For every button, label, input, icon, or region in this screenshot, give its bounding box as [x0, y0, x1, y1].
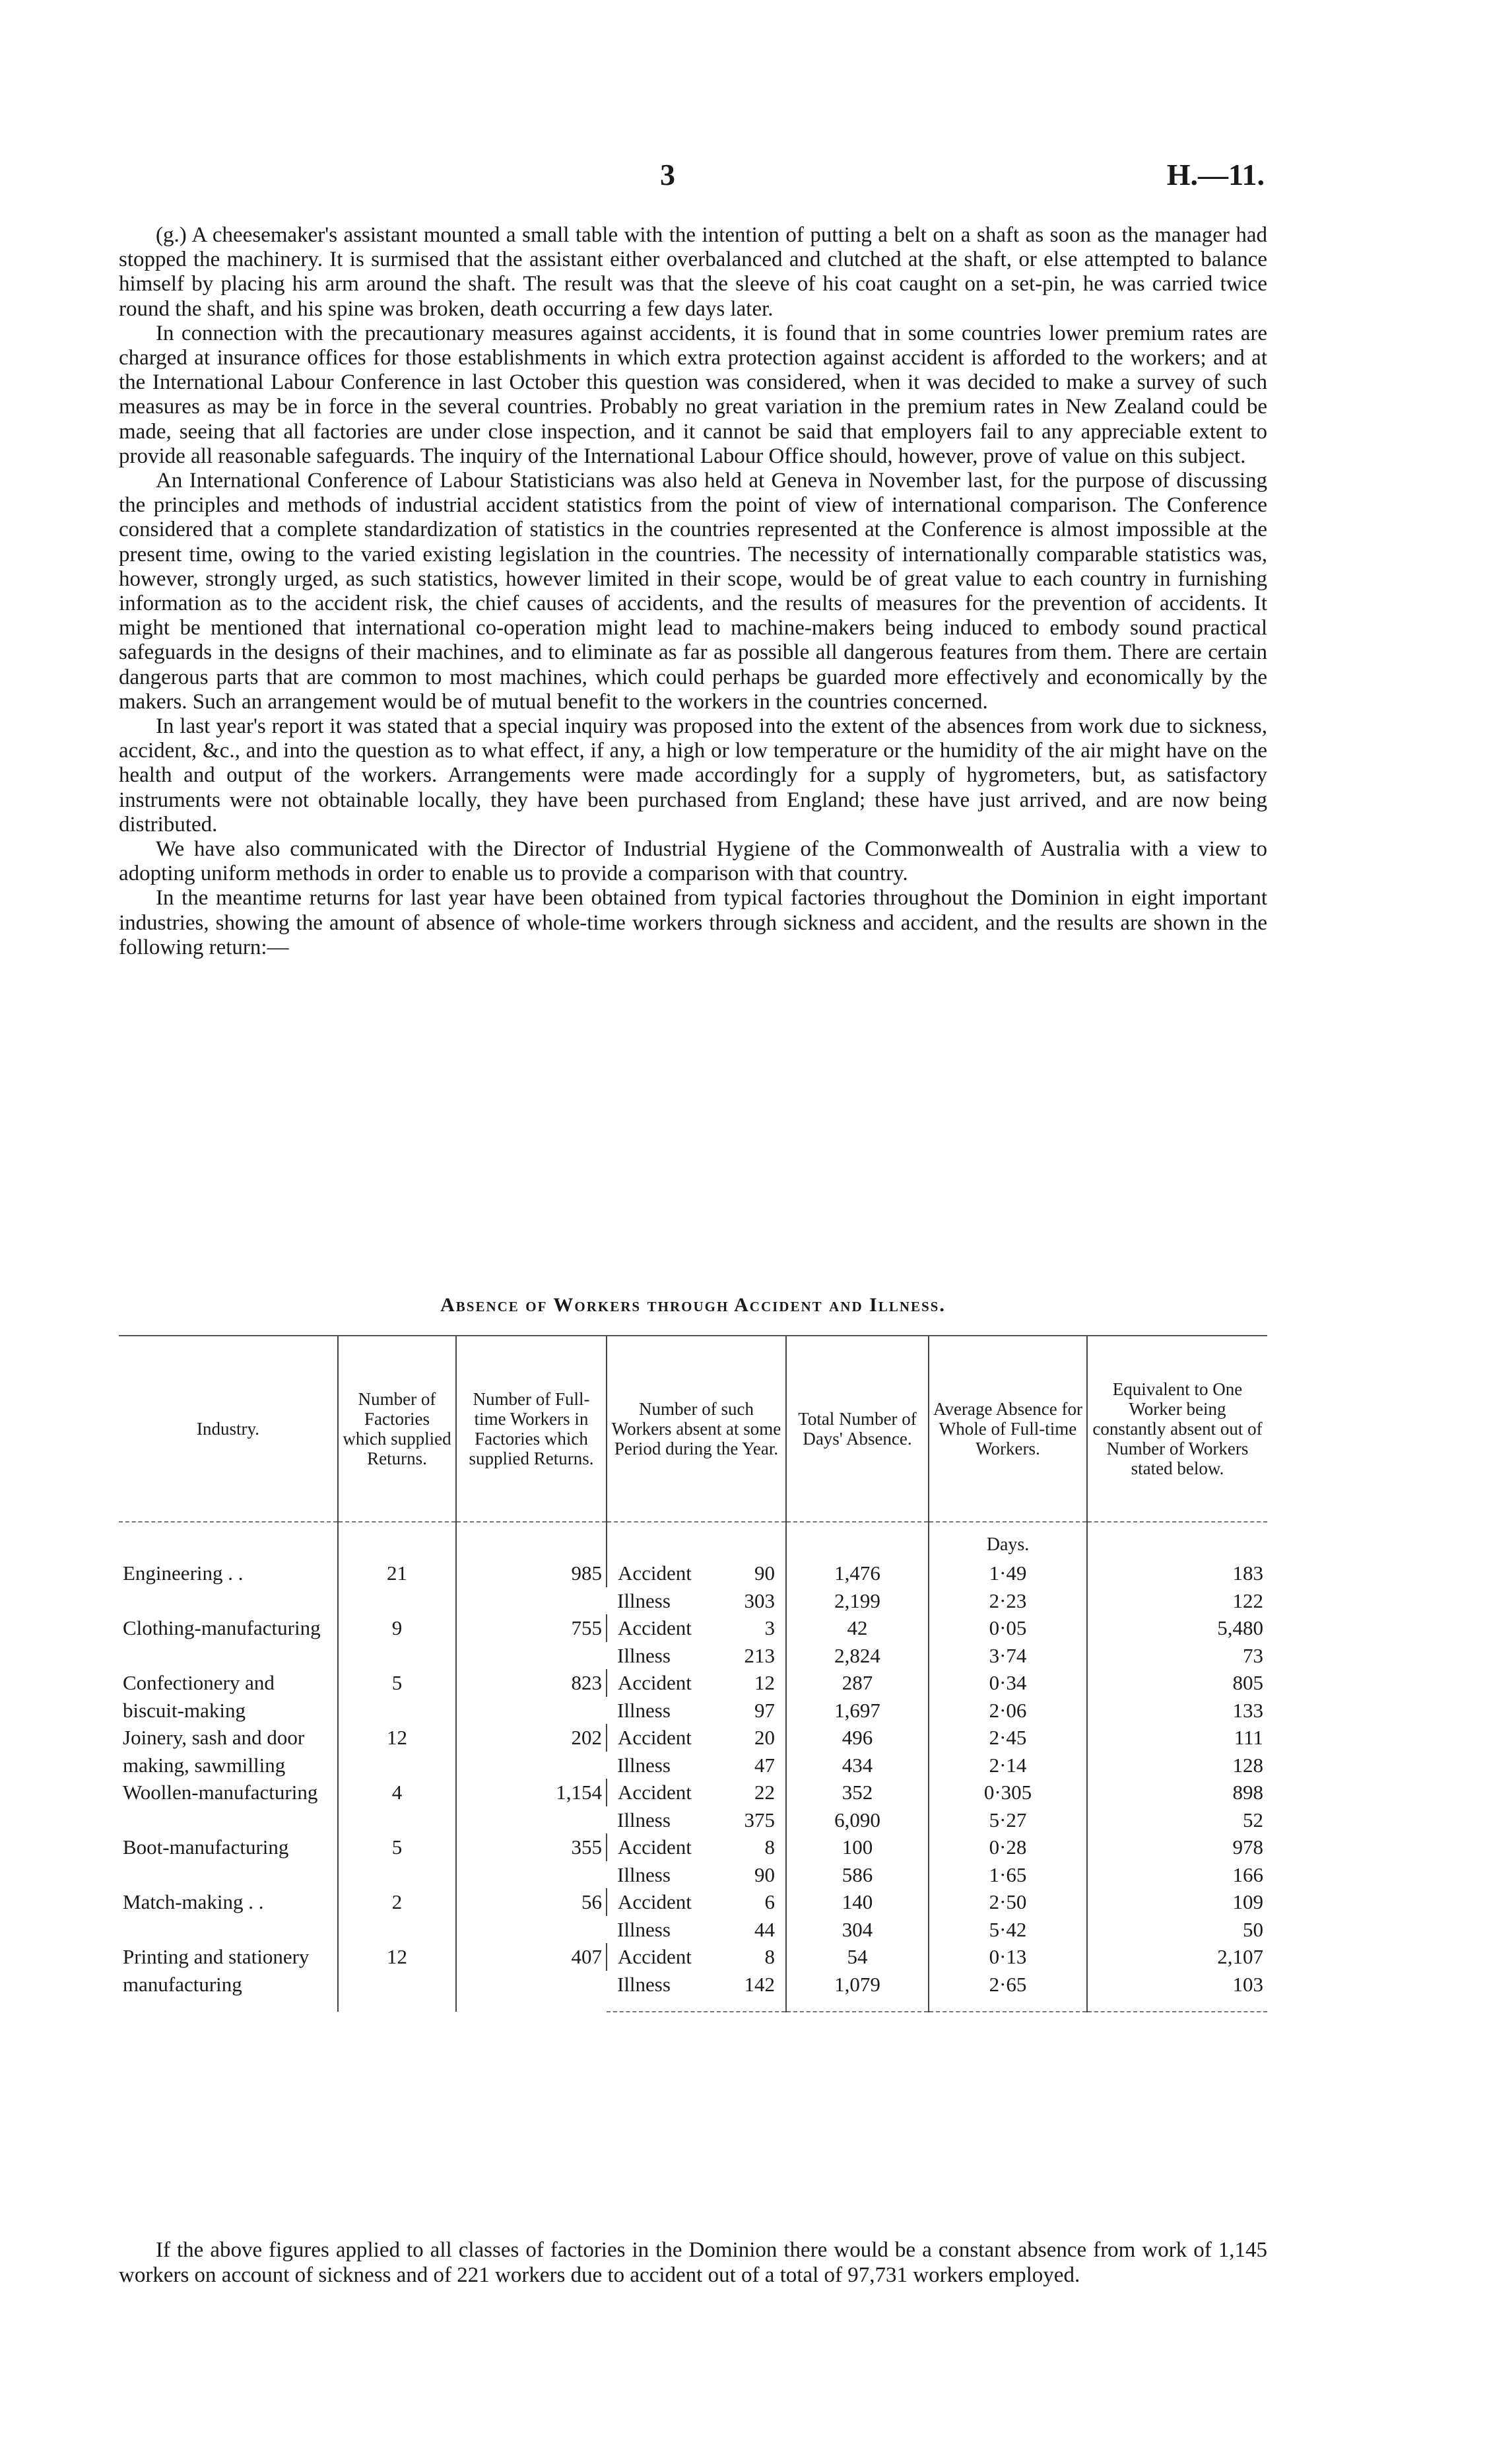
table-row [119, 1943, 1267, 1971]
accident-days: 287 [786, 1669, 929, 1697]
illness-absent-cell [607, 1587, 786, 1615]
illness-average: 5·42 [929, 1916, 1087, 1944]
illness-equivalent: 103 [1087, 1971, 1267, 2012]
illness-count: 303 [744, 1589, 775, 1612]
accident-label: Accident [618, 1561, 692, 1585]
table-row [119, 1669, 1267, 1697]
paragraph-labour-statisticians: An International Conference of Labour Statisticians was also held at Geneva in November last, for the purpose of discussing the principles and methods of industrial accident statistics from the point of view of international comparison. The Conference considered that a complete standardization of statistics in the countries represented at the Conference is almost impossible at the present time, owing to the varied existing legislation in the countries. The necessity of internationally comparable statistics was, however, strongly urged, as such statistics, however limited in their scope, would be of great value to each country in furnishing information as to the accident risk, the chief causes of accidents, and the results of measures for the prevention of accidents. It might be mentioned that international co-operation might lead to machine-makers being induced to embody sound practical safeguards in the designs of their machines, and to eliminate as far as possible all dangerous features from them. There are certain dangerous parts that are common to most machines, which could perhaps be guarded more effectively and economically by the makers. Such an arrangement would be of mutual benefit to the workers in the countries concerned. [119, 469, 1267, 714]
accident-count: 8 [764, 1945, 775, 1968]
illness-label: Illness [617, 1972, 671, 1996]
illness-count: 142 [744, 1972, 775, 1996]
accident-absent-cell [607, 1559, 786, 1587]
factories-count: 12 [338, 1943, 456, 2012]
illness-label: Illness [617, 1917, 671, 1941]
accident-label: Accident [618, 1616, 692, 1639]
illness-days: 434 [786, 1752, 929, 1779]
industry-name: Woollen-manufacturing [123, 1781, 318, 1804]
illness-count: 47 [754, 1753, 775, 1777]
header-industry: Industry. [119, 1336, 338, 1522]
illness-days: 1,079 [786, 1971, 929, 2012]
illness-label: Illness [617, 1863, 671, 1886]
header-equivalent: Equivalent to One Worker being constantly absent out of Number of Workers stated below. [1087, 1336, 1267, 1522]
accident-days: 140 [786, 1888, 929, 1916]
absence-table [119, 1335, 1267, 2012]
industry-name: Engineering . . [123, 1561, 244, 1585]
accident-count: 8 [764, 1835, 775, 1859]
absence-table-container [119, 1335, 1267, 2012]
accident-equivalent: 978 [1087, 1833, 1267, 1861]
paragraph-returns-intro: In the meantime returns for last year have been obtained from typical factories throughout the Dominion in eight important industries, showing the amount of absence of whole-time workers through sickness and accident, and the results are shown in the following return:— [119, 886, 1267, 959]
illness-average: 3·74 [929, 1642, 1087, 1670]
industry-name: Match-making . . [123, 1890, 264, 1913]
industry-name: Boot-manufacturing [123, 1835, 289, 1859]
header-workers-absent: Number of such Workers absent at some Period during the Year. [607, 1336, 786, 1522]
factories-count: 21 [338, 1559, 456, 1614]
page-number: 3 [660, 158, 675, 191]
illness-equivalent: 128 [1087, 1752, 1267, 1779]
workers-count: 755 [456, 1614, 607, 1669]
illness-average: 5·27 [929, 1806, 1087, 1834]
accident-label: Accident [618, 1671, 692, 1694]
factories-count: 5 [338, 1833, 456, 1888]
accident-equivalent: 2,107 [1087, 1943, 1267, 1971]
factories-count: 9 [338, 1614, 456, 1669]
accident-days: 496 [786, 1724, 929, 1752]
illness-days: 2,199 [786, 1587, 929, 1615]
table-body [119, 1522, 1267, 2012]
accident-average: 0·305 [929, 1779, 1087, 1806]
accident-label: Accident [618, 1890, 692, 1913]
factories-count: 5 [338, 1669, 456, 1724]
illness-label: Illness [617, 1808, 671, 1831]
accident-equivalent: 898 [1087, 1779, 1267, 1806]
illness-absent-cell [607, 1806, 786, 1834]
accident-days: 100 [786, 1833, 929, 1861]
accident-equivalent: 183 [1087, 1559, 1267, 1587]
workers-count: 56 [456, 1888, 607, 1943]
table-header-row [119, 1336, 1267, 1522]
paragraph-cheesemaker-accident: (g.) A cheesemaker's assistant mounted a small table with the intention of putting a belt on a shaft as soon as the manager had stopped the machinery. It is surmised that the assistant either overbalanced and clutched at the shaft, or else attempted to balance himself by placing his arm around the shaft. The result was that the sleeve of his coat caught on a set-pin, he was carried twice round the shaft, and his spine was broken, death occurring a few days later. [119, 223, 1267, 321]
table-caption: Absence of Workers through Accident and Illness. [440, 1294, 946, 1316]
table-row [119, 1724, 1267, 1752]
header-total-days: Total Number of Days' Absence. [786, 1336, 929, 1522]
illness-average: 1·65 [929, 1861, 1087, 1889]
table-row [119, 1614, 1267, 1642]
illness-label: Illness [617, 1589, 671, 1612]
factories-count: 12 [338, 1724, 456, 1779]
illness-absent-cell [607, 1971, 786, 2012]
illness-equivalent: 133 [1087, 1697, 1267, 1725]
accident-equivalent: 5,480 [1087, 1614, 1267, 1642]
workers-count: 355 [456, 1833, 607, 1888]
illness-days: 2,824 [786, 1642, 929, 1670]
illness-days: 304 [786, 1916, 929, 1944]
table-row [119, 1779, 1267, 1806]
illness-count: 90 [754, 1863, 775, 1886]
table-row [119, 1559, 1267, 1587]
accident-equivalent: 111 [1087, 1724, 1267, 1752]
illness-absent-cell [607, 1916, 786, 1944]
days-unit-label: Days. [929, 1522, 1087, 1559]
accident-absent-cell [607, 1669, 786, 1697]
illness-label: Illness [617, 1753, 671, 1777]
accident-label: Accident [618, 1781, 692, 1804]
illness-absent-cell [607, 1752, 786, 1779]
paragraph-special-inquiry: In last year's report it was stated that a special inquiry was proposed into the extent of the absences from work due to sickness, accident, &c., and into the question as to what effect, if any, a high or low temperature or the humidity of the air might have on the health and output of the workers. Arrangements were made accordingly for a supply of hygrometers, but, as satisfactory instruments were not obtainable locally, they have been purchased from England; these have just arrived, and are now being distributed. [119, 714, 1267, 837]
illness-label: Illness [617, 1643, 671, 1667]
illness-label: Illness [617, 1698, 671, 1722]
workers-count: 202 [456, 1724, 607, 1779]
accident-average: 0·05 [929, 1614, 1087, 1642]
accident-days: 352 [786, 1779, 929, 1806]
illness-average: 2·65 [929, 1971, 1087, 2012]
illness-count: 375 [744, 1808, 775, 1831]
factories-count: 2 [338, 1888, 456, 1943]
accident-label: Accident [618, 1726, 692, 1749]
accident-label: Accident [618, 1945, 692, 1968]
document-reference: H.—11. [1166, 158, 1265, 191]
paragraph-precautionary-measures: In connection with the precautionary measures against accidents, it is found that in some countries lower premium rates are charged at insurance offices for those establishments in which extra protection against accident is afforded to the workers; and at the International Labour Conference in last October this question was considered, when it was decided to make a survey of such measures as may be in force in the several countries. Probably no great variation in the premium rates in New Zealand could be made, seeing that all factories are under close inspection, and it cannot be said that employers fail to any appreciable extent to provide all reasonable safeguards. The inquiry of the International Labour Office should, however, prove of value on this subject. [119, 321, 1267, 468]
illness-equivalent: 122 [1087, 1587, 1267, 1615]
accident-count: 22 [754, 1781, 775, 1804]
accident-absent-cell [607, 1833, 786, 1861]
accident-equivalent: 805 [1087, 1669, 1267, 1697]
illness-days: 586 [786, 1861, 929, 1889]
illness-average: 2·06 [929, 1697, 1087, 1725]
illness-average: 2·23 [929, 1587, 1087, 1615]
accident-absent-cell [607, 1779, 786, 1806]
accident-days: 42 [786, 1614, 929, 1642]
illness-equivalent: 52 [1087, 1806, 1267, 1834]
illness-count: 97 [754, 1698, 775, 1722]
table-row [119, 1833, 1267, 1861]
paragraph-australia: We have also communicated with the Director of Industrial Hygiene of the Commonwealth of Australia with a view to adopting uniform methods in order to enable us to provide a comparison with that country. [119, 837, 1267, 886]
workers-count: 823 [456, 1669, 607, 1724]
accident-days: 54 [786, 1943, 929, 1971]
illness-absent-cell [607, 1642, 786, 1670]
factories-count: 4 [338, 1779, 456, 1833]
accident-average: 0·28 [929, 1833, 1087, 1861]
illness-absent-cell [607, 1697, 786, 1725]
accident-average: 2·45 [929, 1724, 1087, 1752]
header-workers: Number of Full-time Workers in Factories which supplied Returns. [456, 1336, 607, 1522]
accident-equivalent: 109 [1087, 1888, 1267, 1916]
accident-absent-cell [607, 1724, 786, 1752]
table-row [119, 1888, 1267, 1916]
accident-count: 12 [754, 1671, 775, 1694]
accident-count: 6 [764, 1890, 775, 1913]
accident-absent-cell [607, 1943, 786, 1971]
accident-average: 0·13 [929, 1943, 1087, 1971]
workers-count: 985 [456, 1559, 607, 1614]
header-average-absence: Average Absence for Whole of Full-time Workers. [929, 1336, 1087, 1522]
illness-equivalent: 166 [1087, 1861, 1267, 1889]
accident-count: 20 [754, 1726, 775, 1749]
industry-name: Joinery, sash and door making, sawmilling [123, 1726, 305, 1777]
accident-absent-cell [607, 1614, 786, 1642]
illness-equivalent: 73 [1087, 1642, 1267, 1670]
accident-label: Accident [618, 1835, 692, 1859]
accident-average: 1·49 [929, 1559, 1087, 1587]
header-factories: Number of Factories which supplied Returns. [338, 1336, 456, 1522]
accident-count: 90 [754, 1561, 775, 1585]
illness-equivalent: 50 [1087, 1916, 1267, 1944]
illness-count: 213 [744, 1643, 775, 1667]
closing-paragraph: If the above figures applied to all classes of factories in the Dominion there would be a constant absence from work of 1,145 workers on account of sickness and of 221 workers due to accident out of a total of 97,731 workers employed. [119, 2238, 1267, 2287]
body-text [119, 223, 1267, 960]
accident-absent-cell [607, 1888, 786, 1916]
illness-days: 1,697 [786, 1697, 929, 1725]
industry-name: Clothing-manufacturing [123, 1616, 321, 1639]
workers-count: 1,154 [456, 1779, 607, 1833]
illness-average: 2·14 [929, 1752, 1087, 1779]
industry-name: Confectionery and biscuit-making [123, 1671, 275, 1722]
accident-average: 0·34 [929, 1669, 1087, 1697]
industry-name: Printing and stationery manufacturing [123, 1945, 310, 1996]
illness-count: 44 [754, 1917, 775, 1941]
illness-days: 6,090 [786, 1806, 929, 1834]
workers-count: 407 [456, 1943, 607, 2012]
units-row [119, 1522, 1267, 1559]
accident-count: 3 [764, 1616, 775, 1639]
accident-average: 2·50 [929, 1888, 1087, 1916]
accident-days: 1,476 [786, 1559, 929, 1587]
illness-absent-cell [607, 1861, 786, 1889]
